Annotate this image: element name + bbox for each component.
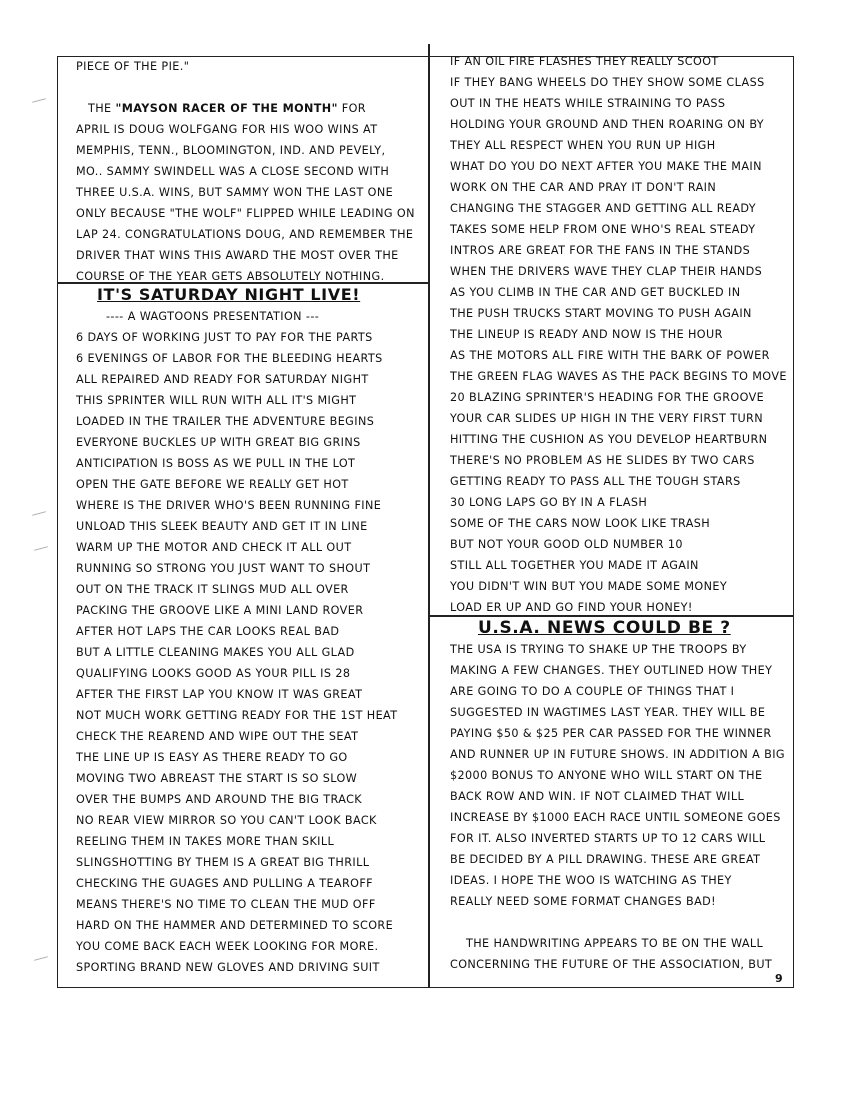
right-poem-block [450,51,787,618]
poem-line: THIS SPRINTER WILL RUN WITH ALL IT'S MIGHT [76,394,357,407]
margin-mark [34,546,48,551]
poem-line: WARM UP THE MOTOR AND CHECK IT ALL OUT [76,541,352,554]
poem-line: 6 DAYS OF WORKING JUST TO PAY FOR THE PARTS [76,331,373,344]
poem-line: ALL REPAIRED AND READY FOR SATURDAY NIGHT [76,373,369,386]
poem-line: THE GREEN FLAG WAVES AS THE PACK BEGINS TO MOVE [450,370,787,383]
poem-line: WHEN THE DRIVERS WAVE THEY CLAP THEIR HANDS [450,265,763,278]
poem-line: CHANGING THE STAGGER AND GETTING ALL READY [450,202,757,215]
presentation-line: ---- A WAGTOONS PRESENTATION --- [106,310,320,323]
poem-line: QUALIFYING LOOKS GOOD AS YOUR PILL IS 28 [76,667,351,680]
poem-line: MEANS THERE'S NO TIME TO CLEAN THE MUD OFF [76,898,376,911]
text-line: LAP 24. CONGRATULATIONS DOUG, AND REMEMBER THE [76,228,414,241]
text-line: PIECE OF THE PIE." [76,60,190,73]
margin-mark [34,956,48,961]
text-line: THREE U.S.A. WINS, BUT SAMMY WON THE LAST ONE [76,186,394,199]
poem-line: RUNNING SO STRONG YOU JUST WANT TO SHOUT [76,562,371,575]
poem-line: 20 BLAZING SPRINTER'S HEADING FOR THE GROOVE [450,391,765,404]
text-line: DRIVER THAT WINS THIS AWARD THE MOST OVER THE [76,249,399,262]
poem-line: THERE'S NO PROBLEM AS HE SLIDES BY TWO CARS [450,454,755,467]
text-line: APRIL IS DOUG WOLFGANG FOR HIS WOO WINS AT [76,123,378,136]
news-line: REALLY NEED SOME FORMAT CHANGES BAD! [450,895,717,908]
news-line: THE HANDWRITING APPEARS TO BE ON THE WALL [466,937,764,950]
column-divider [428,44,430,988]
poem-line: EVERYONE BUCKLES UP WITH GREAT BIG GRINS [76,436,361,449]
poem-line: THE LINEUP IS READY AND NOW IS THE HOUR [450,328,723,341]
right-news-block [450,639,785,975]
poem-line: YOU COME BACK EACH WEEK LOOKING FOR MORE. [76,940,379,953]
news-line: CONCERNING THE FUTURE OF THE ASSOCIATION, BUT [450,958,773,971]
poem-line: BUT A LITTLE CLEANING MAKES YOU ALL GLAD [76,646,355,659]
poem-line: OPEN THE GATE BEFORE WE REALLY GET HOT [76,478,349,491]
poem-line: AS YOU CLIMB IN THE CAR AND GET BUCKLED IN [450,286,741,299]
poem-line: YOU DIDN'T WIN BUT YOU MADE SOME MONEY [450,580,728,593]
poem-line: THE LINE UP IS EASY AS THERE READY TO GO [76,751,348,764]
news-line: BACK ROW AND WIN. IF NOT CLAIMED THAT WILL [450,790,745,803]
poem-line: 30 LONG LAPS GO BY IN A FLASH [450,496,648,509]
poem-line: STILL ALL TOGETHER YOU MADE IT AGAIN [450,559,699,572]
poem-line: GETTING READY TO PASS ALL THE TOUGH STARS [450,475,741,488]
news-line: $2000 BONUS TO ANYONE WHO WILL START ON THE [450,769,763,782]
poem-line: SLINGSHOTTING BY THEM IS A GREAT BIG THRILL [76,856,370,869]
poem-line: CHECKING THE GUAGES AND PULLING A TEAROFF [76,877,374,890]
poem-line: AS THE MOTORS ALL FIRE WITH THE BARK OF POWER [450,349,770,362]
left-intro-block [76,56,415,287]
text-line: MEMPHIS, TENN., BLOOMINGTON, IND. AND PEVELY, [76,144,386,157]
blank-line [76,77,415,98]
poem-line: HOLDING YOUR GROUND AND THEN ROARING ON BY [450,118,765,131]
poem-line: LOADED IN THE TRAILER THE ADVENTURE BEGINS [76,415,375,428]
news-line: SUGGESTED IN WAGTIMES LAST YEAR. THEY WILL BE [450,706,766,719]
poem-line: 6 EVENINGS OF LABOR FOR THE BLEEDING HEARTS [76,352,383,365]
margin-mark [32,511,46,516]
news-line: THE USA IS TRYING TO SHAKE UP THE TROOPS BY [450,643,747,656]
text-line: COURSE OF THE YEAR GETS ABSOLUTELY NOTHING. [76,270,385,283]
poem-line: MOVING TWO ABREAST THE START IS SO SLOW [76,772,358,785]
text-line: ONLY BECAUSE "THE WOLF" FLIPPED WHILE LEADING ON [76,207,415,220]
news-line: INCREASE BY $1000 EACH RACE UNTIL SOMEONE GOES [450,811,781,824]
saturday-night-heading: IT'S SATURDAY NIGHT LIVE! [97,285,361,304]
poem-line: WHERE IS THE DRIVER WHO'S BEEN RUNNING FINE [76,499,382,512]
poem-line: OVER THE BUMPS AND AROUND THE BIG TRACK [76,793,363,806]
news-line: AND RUNNER UP IN FUTURE SHOWS. IN ADDITION A BIG [450,748,785,761]
news-line: IDEAS. I HOPE THE WOO IS WATCHING AS THEY [450,874,732,887]
page-number: 9 [775,972,783,985]
poem-line: WHAT DO YOU DO NEXT AFTER YOU MAKE THE MAIN [450,160,762,173]
news-line: PAYING $50 & $25 PER CAR PASSED FOR THE WINNER [450,727,772,740]
poem-line: PACKING THE GROOVE LIKE A MINI LAND ROVER [76,604,364,617]
poem-line: SOME OF THE CARS NOW LOOK LIKE TRASH [450,517,711,530]
poem-line: INTROS ARE GREAT FOR THE FANS IN THE STANDS [450,244,751,257]
poem-line: IF AN OIL FIRE FLASHES THEY REALLY SCOOT [450,55,719,68]
poem-line: THEY ALL RESPECT WHEN YOU RUN UP HIGH [450,139,716,152]
poem-line: OUT IN THE HEATS WHILE STRAINING TO PASS [450,97,726,110]
poem-line: UNLOAD THIS SLEEK BEAUTY AND GET IT IN LINE [76,520,368,533]
poem-line: AFTER HOT LAPS THE CAR LOOKS REAL BAD [76,625,340,638]
poem-line: LOAD ER UP AND GO FIND YOUR HONEY! [450,601,693,614]
news-line: MAKING A FEW CHANGES. THEY OUTLINED HOW THEY [450,664,773,677]
margin-mark [32,98,46,103]
poem-line: SPORTING BRAND NEW GLOVES AND DRIVING SUIT [76,961,380,974]
news-line: BE DECIDED BY A PILL DRAWING. THESE ARE GREAT [450,853,761,866]
poem-line: CHECK THE REAREND AND WIPE OUT THE SEAT [76,730,359,743]
news-line: FOR IT. ALSO INVERTED STARTS UP TO 12 CARS WILL [450,832,766,845]
poem-line: HARD ON THE HAMMER AND DETERMINED TO SCORE [76,919,394,932]
news-line: ARE GOING TO DO A COUPLE OF THINGS THAT I [450,685,735,698]
poem-line: BUT NOT YOUR GOOD OLD NUMBER 10 [450,538,683,551]
award-name: "MAYSON RACER OF THE MONTH" [115,102,338,115]
blank-line [450,912,785,933]
poem-line: ANTICIPATION IS BOSS AS WE PULL IN THE LOT [76,457,356,470]
poem-line: HITTING THE CUSHION AS YOU DEVELOP HEARTBURN [450,433,768,446]
poem-line: TAKES SOME HELP FROM ONE WHO'S REAL STEADY [450,223,756,236]
left-poem-block [76,306,397,978]
poem-line: REELING THEM IN TAKES MORE THAN SKILL [76,835,335,848]
poem-line: AFTER THE FIRST LAP YOU KNOW IT WAS GREAT [76,688,363,701]
text-line: MO.. SAMMY SWINDELL WAS A CLOSE SECOND WITH [76,165,390,178]
poem-line: WORK ON THE CAR AND PRAY IT DON'T RAIN [450,181,717,194]
poem-line: YOUR CAR SLIDES UP HIGH IN THE VERY FIRST TURN [450,412,763,425]
usa-news-heading: U.S.A. NEWS COULD BE ? [478,618,731,638]
poem-line: IF THEY BANG WHEELS DO THEY SHOW SOME CLASS [450,76,765,89]
poem-line: OUT ON THE TRACK IT SLINGS MUD ALL OVER [76,583,349,596]
poem-line: NO REAR VIEW MIRROR SO YOU CAN'T LOOK BACK [76,814,377,827]
poem-line: THE PUSH TRUCKS START MOVING TO PUSH AGAIN [450,307,752,320]
racer-of-month-line: THE "MAYSON RACER OF THE MONTH" FOR [88,102,366,115]
poem-line: NOT MUCH WORK GETTING READY FOR THE 1ST HEAT [76,709,398,722]
